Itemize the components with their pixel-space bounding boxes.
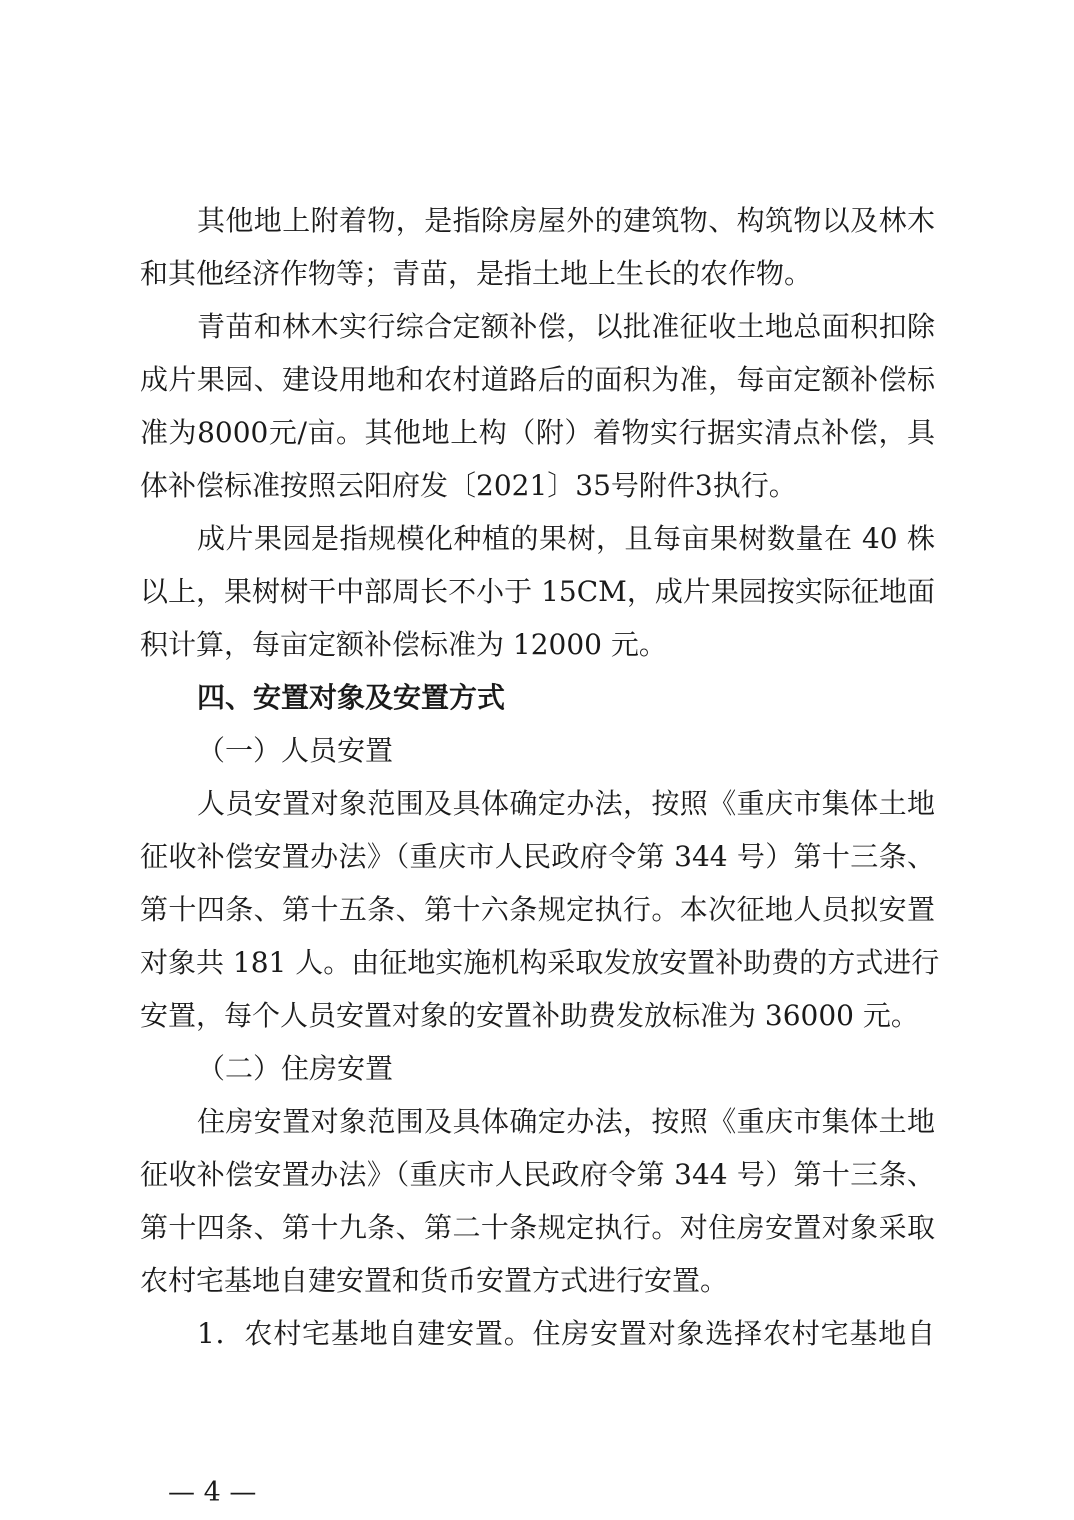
paragraph-line: 和其他经济作物等；青苗，是指土地上生长的农作物。 — [140, 257, 813, 290]
section-heading: 四、安置对象及安置方式 — [197, 681, 506, 714]
page-number: — 4 — — [168, 1477, 257, 1508]
paragraph-line: 青苗和林木实行综合定额补偿，以批准征收土地总面积扣除 — [197, 310, 935, 343]
paragraph-line: 农村宅基地自建安置和货币安置方式进行安置。 — [140, 1264, 729, 1297]
paragraph-line: 1．农村宅基地自建安置。住房安置对象选择农村宅基地自 — [197, 1317, 935, 1350]
paragraph-line: 成片果园、建设用地和农村道路后的面积为准，每亩定额补偿标 — [140, 363, 935, 396]
subsection-heading: （一）人员安置 — [197, 734, 394, 767]
paragraph-line: 体补偿标准按照云阳府发〔2021〕35号附件3执行。 — [140, 469, 797, 502]
paragraph-line: 对象共 181 人。由征地实施机构采取发放安置补助费的方式进行 — [140, 946, 940, 979]
subsection-heading: （二）住房安置 — [197, 1052, 394, 1085]
paragraph-line: 第十四条、第十九条、第二十条规定执行。对住房安置对象采取 — [140, 1211, 935, 1244]
paragraph-line: 准为8000元/亩。其他地上构（附）着物实行据实清点补偿，具 — [140, 416, 935, 449]
paragraph-line: 积计算，每亩定额补偿标准为 12000 元。 — [140, 628, 667, 661]
paragraph-line: 人员安置对象范围及具体确定办法，按照《重庆市集体土地 — [197, 787, 935, 820]
paragraph-line: 安置，每个人员安置对象的安置补助费发放标准为 36000 元。 — [140, 999, 919, 1032]
paragraph-line: 其他地上附着物，是指除房屋外的建筑物、构筑物以及林木 — [197, 204, 935, 237]
paragraph-line: 住房安置对象范围及具体确定办法，按照《重庆市集体土地 — [197, 1105, 935, 1138]
paragraph-line: 征收补偿安置办法》（重庆市人民政府令第 344 号）第十三条、 — [140, 1158, 935, 1191]
paragraph-line: 征收补偿安置办法》（重庆市人民政府令第 344 号）第十三条、 — [140, 840, 935, 873]
paragraph-line: 以上，果树树干中部周长不小于 15CM，成片果园按实际征地面 — [140, 575, 935, 608]
paragraph-line: 第十四条、第十五条、第十六条规定执行。本次征地人员拟安置 — [140, 893, 935, 926]
paragraph-line: 成片果园是指规模化种植的果树，且每亩果树数量在 40 株 — [197, 522, 935, 555]
